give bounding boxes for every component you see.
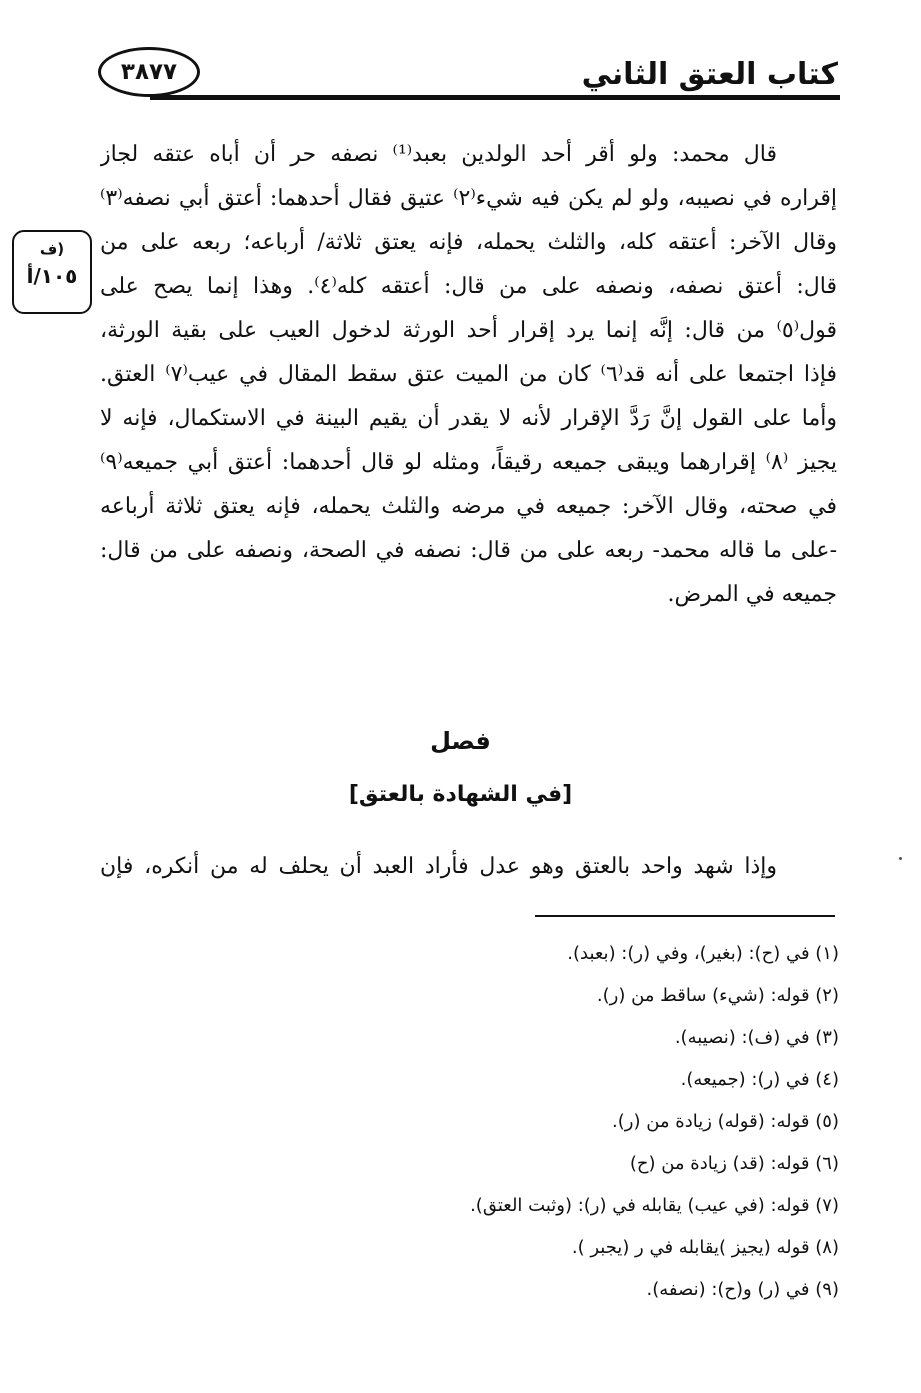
next-paragraph: وإذا شهد واحد بالعتق وهو عدل فأراد العبد أن يحلف له من أنكره، فإن (100, 854, 777, 879)
body-line: وقال الآخر: أعتقه كله، والثلث يحمله، فإنه يعتق ثلاثة/ أرباعه؛ ربعه على من (100, 230, 837, 255)
manuscript-siglum: (ف (39, 240, 65, 258)
body-line: في صحته، وقال الآخر: جميعه في مرضه والثلث يحمله، فإنه يعتق ثلاثة أرباعه (100, 494, 837, 519)
body-line: إقراره في نصيبه، ولو لم يكن فيه شيء⁽٢⁾ عتيق فقال أحدهما: أعتق أبي نصفه⁽٣⁾ (100, 186, 837, 211)
footnote: (٧) قوله: (في عيب) يقابله في (ر): (وثبت العتق). (470, 1195, 839, 1216)
footnotes-list (119, 933, 839, 1311)
book-title: كتاب العتق الثاني (581, 57, 838, 92)
body-line: وأما على القول إنَّ رَدَّ الإقرار لأنه لا يقدر أن يقيم البينة في الاستكمال، فإنه لا (100, 406, 837, 431)
page-number: ٣٨٧٧ (120, 59, 178, 85)
body-line: يجيز ⁽٨⁾ إقرارهما ويبقى جميعه رقيقاً، ومثله لو قال أحدهما: أعتق أبي جميعه⁽٩⁾ (100, 450, 837, 475)
footnote: (٥) قوله: (قوله) زيادة من (ر). (612, 1111, 839, 1132)
section-subtitle: [في الشهادة بالعتق] (348, 782, 573, 807)
footnote: (٤) في (ر): (جميعه). (680, 1069, 839, 1090)
body-line: قال محمد: ولو أقر أحد الولدين بعبد⁽¹⁾ نصفه حر أن أباه عتقه لجاز (100, 142, 777, 167)
footnote: (١) في (ح): (بغير)، وفي (ر): (بعبد). (567, 943, 839, 964)
body-line: -على ما قاله محمد- ربعه على من قال: نصفه في الصحة، ونصفه على من قال: (100, 538, 837, 563)
page-header (92, 40, 840, 110)
margin-dot (899, 857, 902, 860)
body-line: قال: أعتق نصفه، ونصفه على من قال: أعتقه كله⁽٤⁾. وهذا إنما يصح على (100, 274, 837, 299)
main-paragraph (100, 133, 837, 617)
page-number-oval (98, 47, 200, 97)
section-title: فصل (430, 727, 491, 755)
footnote: (٩) في (ر) و(ح): (نصفه). (646, 1279, 839, 1300)
body-line: فإذا اجتمعا على أنه قد⁽٦⁾ كان من الميت عتق سقط المقال في عيب⁽٧⁾ العتق. (100, 362, 837, 387)
footnote-separator (535, 915, 835, 917)
manuscript-folio-note (12, 230, 92, 314)
footnote: (٦) قوله: (قد) زيادة من (ح) (629, 1153, 839, 1174)
header-rule (150, 95, 840, 100)
footnote: (٣) في (ف): (نصيبه). (674, 1027, 839, 1048)
folio-number: ١٠٥/أ (26, 264, 78, 288)
footnote: (٢) قوله: (شيء) ساقط من (ر). (596, 985, 839, 1006)
body-line: جميعه في المرض. (667, 582, 837, 607)
body-line: قول⁽٥⁾ من قال: إنَّه إنما يرد إقرار أحد الورثة لدخول العيب على بقية الورثة، (100, 318, 837, 343)
footnote: (٨) قوله (يجيز )يقابله في ر (يجبر ). (571, 1237, 839, 1258)
